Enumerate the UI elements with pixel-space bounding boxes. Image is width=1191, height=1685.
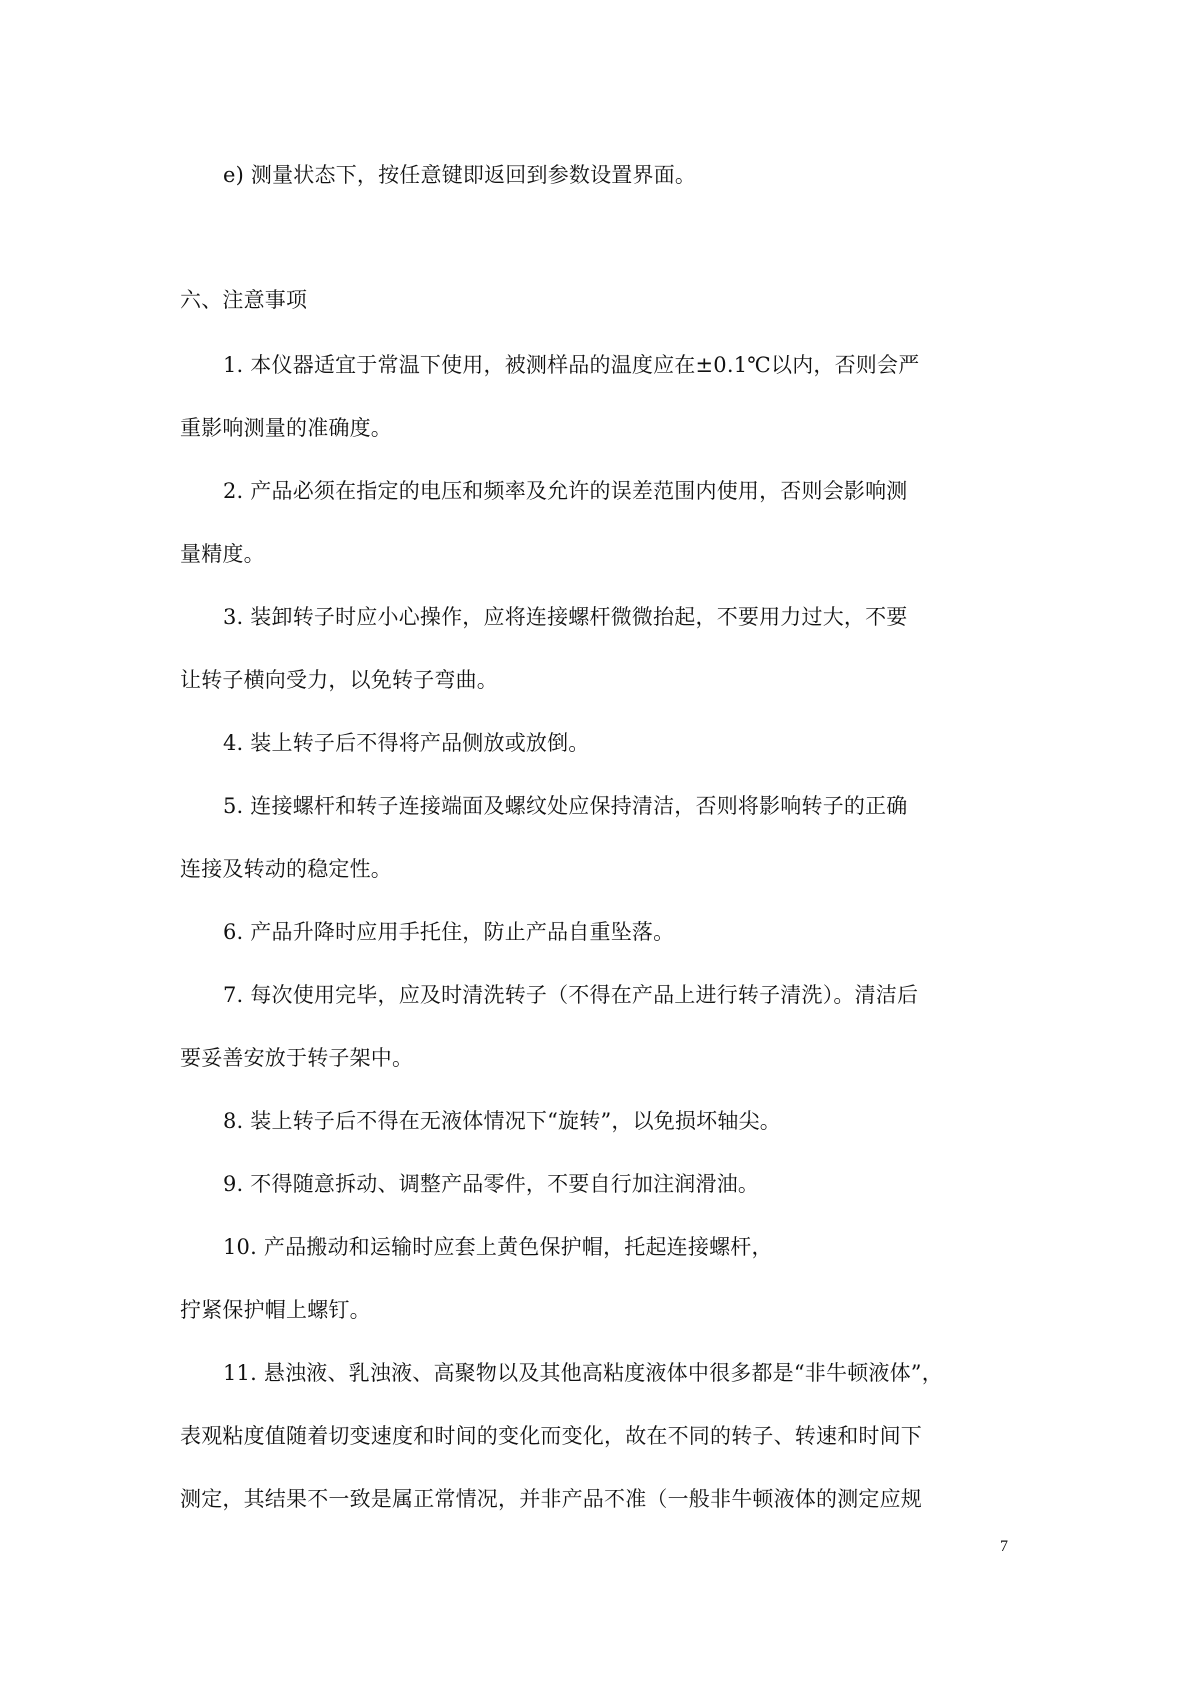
list-item-11-line-2: 表观粘度值随着切变速度和时间的变化而变化，故在不同的转子、转速和时间下 <box>180 1424 922 1448</box>
list-item-7-line-2: 要妥善安放于转子架中。 <box>180 1046 414 1070</box>
list-item-7-line-1: 7. 每次使用完毕，应及时清洗转子（不得在产品上进行转子清洗）。清洁后 <box>223 983 919 1007</box>
list-item-6: 6. 产品升降时应用手托住，防止产品自重坠落。 <box>223 920 675 944</box>
list-item-5-line-2: 连接及转动的稳定性。 <box>180 857 392 881</box>
list-item-5-line-1: 5. 连接螺杆和转子连接端面及螺纹处应保持清洁，否则将影响转子的正确 <box>223 794 908 818</box>
list-item-3-line-1: 3. 装卸转子时应小心操作，应将连接螺杆微微抬起，不要用力过大，不要 <box>223 605 908 629</box>
list-item-11-line-3: 测定，其结果不一致是属正常情况，并非产品不准（一般非牛顿液体的测定应规 <box>180 1487 922 1511</box>
list-item-11-line-1: 11. 悬浊液、乳浊液、高聚物以及其他高粘度液体中很多都是“非牛顿液体”， <box>223 1361 943 1385</box>
list-item-2-line-2: 量精度。 <box>180 542 265 566</box>
section-heading: 六、注意事项 <box>180 288 308 312</box>
list-item-2-line-1: 2. 产品必须在指定的电压和频率及允许的误差范围内使用，否则会影响测 <box>223 479 908 503</box>
list-item-10-line-2: 拧紧保护帽上螺钉。 <box>180 1298 371 1322</box>
list-item-1-line-1: 1. 本仪器适宜于常温下使用，被测样品的温度应在±0.1℃以内，否则会严 <box>223 353 920 377</box>
list-item-3-line-2: 让转子横向受力，以免转子弯曲。 <box>180 668 498 692</box>
text-line-e: e) 测量状态下，按任意键即返回到参数设置界面。 <box>223 163 697 187</box>
list-item-1-line-2: 重影响测量的准确度。 <box>180 416 392 440</box>
list-item-8: 8. 装上转子后不得在无液体情况下“旋转”，以免损坏轴尖。 <box>223 1109 781 1133</box>
list-item-9: 9. 不得随意拆动、调整产品零件，不要自行加注润滑油。 <box>223 1172 760 1196</box>
list-item-4: 4. 装上转子后不得将产品侧放或放倒。 <box>223 731 590 755</box>
page-number: 7 <box>1000 1538 1008 1555</box>
list-item-10-line-1: 10. 产品搬动和运输时应套上黄色保护帽，托起连接螺杆， <box>223 1235 773 1259</box>
